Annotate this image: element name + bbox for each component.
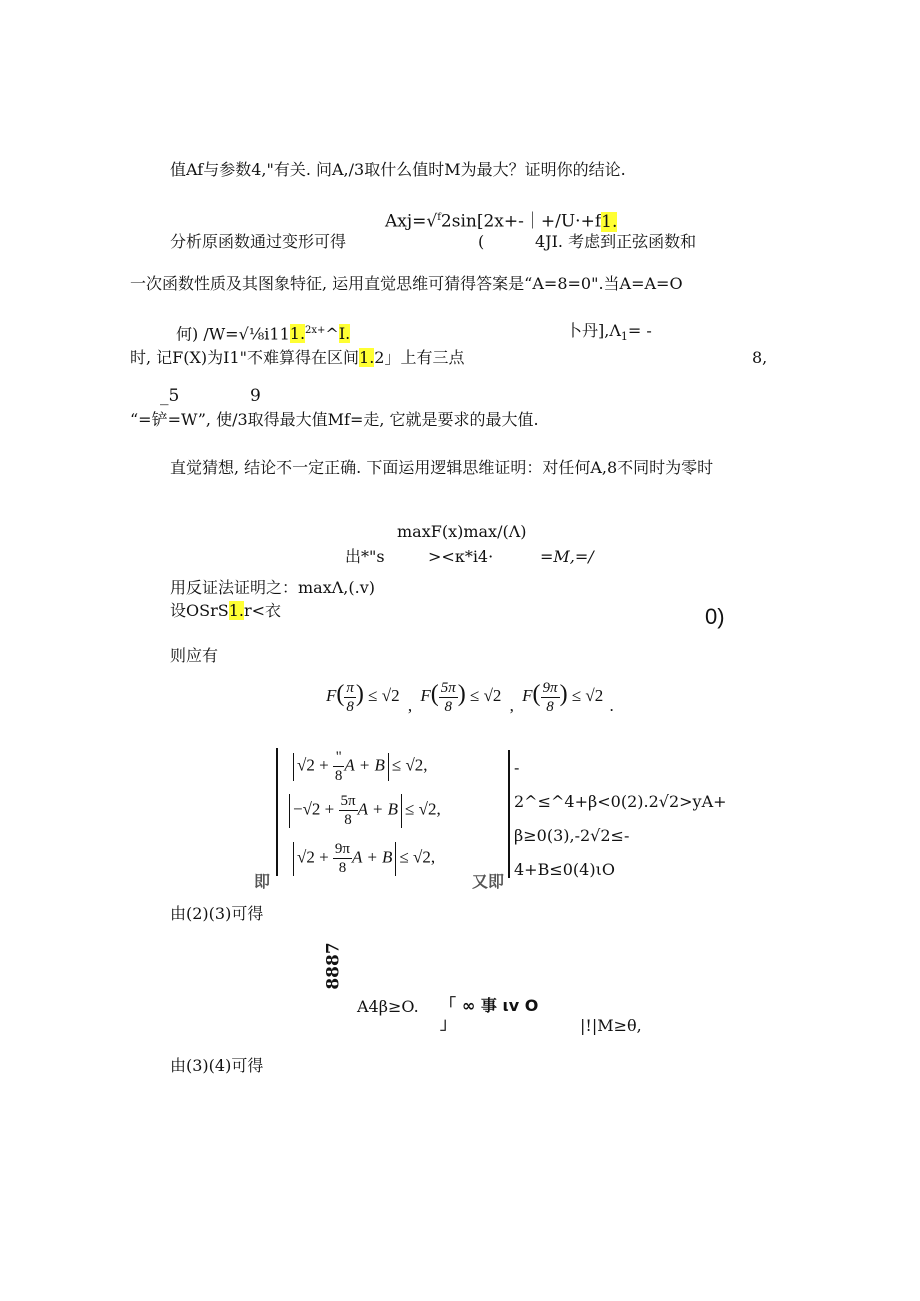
formula-part: 2sin[2x+-｜+/U·+f — [440, 211, 602, 232]
system-right-row-0: - — [514, 758, 520, 777]
label-youji: 又即 — [472, 872, 505, 891]
right-brace — [508, 750, 510, 878]
inequality-row: F( $\frac{\pi}{8}$ ) ≤ √2 , F( $\frac{5\pi}{8}$ ) ≤ √2 , F( $\frac{9\pi}{8}$ ) ≤ √2 . — [326, 679, 614, 715]
text-line-3b: 4JI. 考虑到正弦函数和 — [535, 232, 697, 251]
system-left-row-3: √2 + $\frac{9\pi}{8}$ A + B ≤ √2, — [290, 840, 435, 877]
text-line-12: 用反证法证明之：maxΛ,(.v) — [170, 578, 375, 597]
text-line-22a: A4β≥O. — [357, 997, 419, 1016]
text-part: 时, 记F(X)为I1"不难算得在区间 — [130, 348, 360, 367]
text-line-23b: |!|M≥θ, — [580, 1016, 642, 1035]
text-line-11b: ><κ*i4· — [428, 547, 494, 566]
formula-part: Axj=√ — [385, 211, 438, 232]
text-sup: 2x+ — [305, 325, 326, 336]
fraction-9pi-8: $\frac{9\pi}{8}$ — [542, 679, 558, 715]
text-part: ^ — [325, 324, 339, 344]
text-line-24: 由(3)(4)可得 — [170, 1056, 264, 1075]
formula-line-2 — [385, 208, 617, 232]
text-part: 设OSrS — [170, 601, 229, 620]
text-line-5c — [566, 321, 652, 347]
text-line-6 — [130, 348, 464, 368]
comma: , — [407, 696, 413, 715]
text-line-22b: 「 — [440, 995, 457, 1014]
text-line-10: maxF(x)max/(Λ) — [397, 522, 527, 541]
text-line-23a: 」 — [440, 1014, 457, 1033]
text-part: r<衣 — [243, 601, 282, 620]
rotated-text: 8887 — [323, 942, 344, 990]
highlight: 1. — [289, 324, 306, 344]
formula-sup: f — [437, 212, 441, 223]
system-right-row-1: 2^≤^4+β<0(2).2√2>yA+ — [514, 792, 727, 811]
text-line-9: 直觉猜想, 结论不一定正确. 下面运用逻辑思维证明：对任何A,8不同时为零时 — [170, 458, 714, 477]
text-line-11c: =M,=/ — [540, 547, 594, 566]
fraction-5pi-8: $\frac{5\pi}{8}$ — [440, 679, 456, 715]
le-sqrt2: ≤ √2 — [571, 686, 604, 705]
text-line-6c: 8, — [752, 348, 768, 367]
highlight: 1. — [601, 211, 618, 232]
fn-f: F — [420, 686, 431, 705]
system-left-row-1: √2 + $\frac{"}{8}$ A + B ≤ √2, — [290, 748, 428, 785]
text-line-1: 值Af与参数4,"有关. 问A,/3取什么值时M为最大？证明你的结论. — [170, 160, 626, 179]
le-sqrt2: ≤ √2 — [469, 686, 502, 705]
text-line-13 — [170, 601, 281, 621]
text-line-13c: 0) — [705, 604, 725, 629]
text-line-3a: 分析原函数通过变形可得 — [170, 232, 347, 251]
fn-f: F — [326, 686, 337, 705]
text-part: = - — [627, 321, 652, 340]
text-line-14: 则应有 — [170, 646, 219, 665]
comma: , — [509, 696, 514, 715]
highlight: 1. — [359, 348, 375, 367]
fn-f: F — [522, 686, 533, 705]
system-left-row-2: −√2 + $\frac{5\pi}{8}$ A + B ≤ √2, — [286, 792, 441, 829]
text-line-7b: 9 — [250, 386, 261, 406]
text-part: 2」上有三点 — [374, 348, 465, 367]
highlight: I. — [338, 324, 351, 344]
left-brace — [276, 748, 278, 876]
label-ji: 即 — [254, 872, 271, 891]
text-line-3-paren: ( — [478, 232, 485, 251]
text-line-7a: _5 — [160, 386, 180, 406]
text-line-22c: ∞ 事 ιv O — [462, 996, 539, 1015]
text-line-4: 一次函数性质及其图象特征, 运用直觉思维可猜得答案是“A=8=0".当A=A=O — [130, 274, 683, 293]
text-line-20: 由(2)(3)可得 — [170, 904, 264, 923]
system-right-row-2: β≥0(3),-2√2≤- — [514, 826, 630, 845]
text-sub: 1 — [620, 330, 628, 344]
text-part: 卜丹],Λ — [566, 321, 621, 340]
system-right-row-3: 4+B≤0(4)ιO — [514, 860, 615, 879]
text-part: 何) /W=√⅛i11 — [176, 324, 290, 344]
fraction-pi-8: $\frac{\pi}{8}$ — [346, 679, 354, 715]
le-sqrt2: ≤ √2 — [368, 686, 400, 705]
text-line-5 — [176, 321, 350, 344]
text-line-11a: 出*"s — [345, 547, 385, 566]
text-line-8: “=铲=W”, 使/3取得最大值Mf=走, 它就是要求的最大值. — [130, 410, 539, 429]
highlight: 1. — [228, 601, 244, 620]
